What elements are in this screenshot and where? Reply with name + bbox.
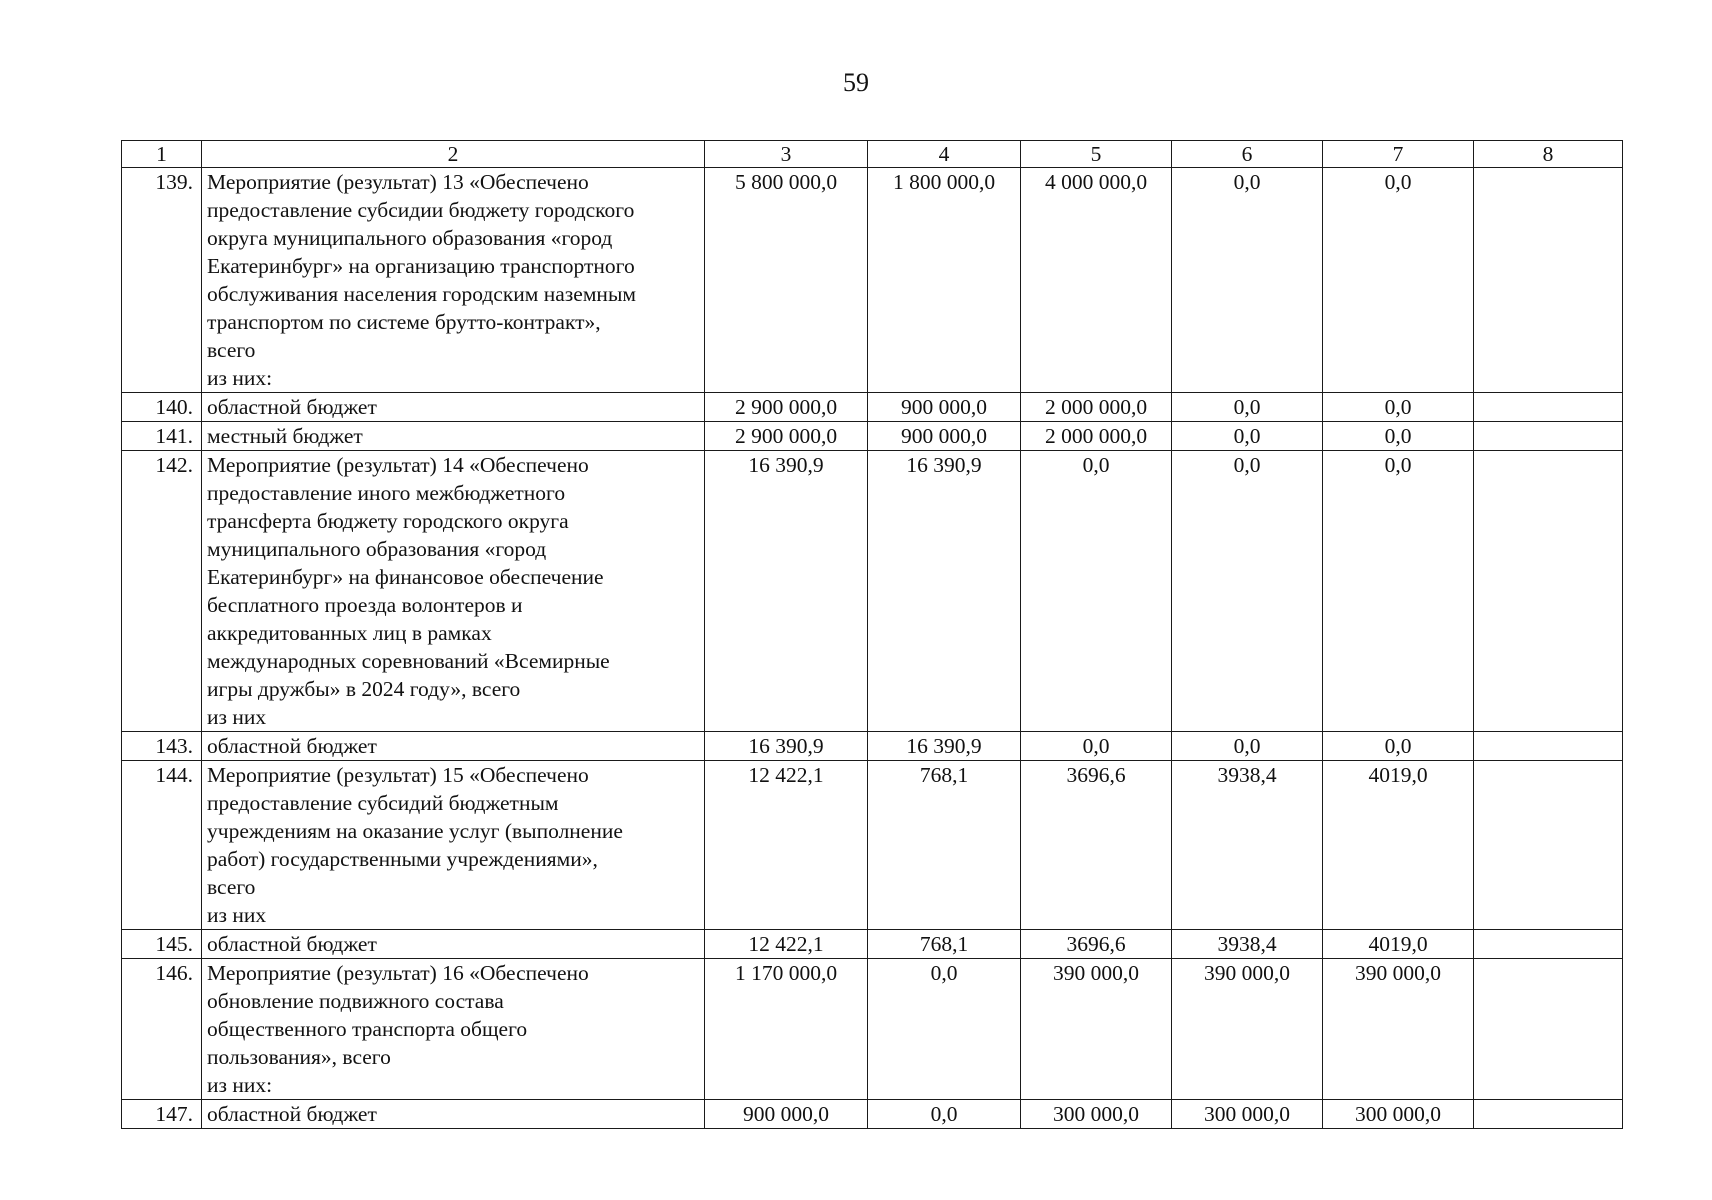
column-number-row	[122, 141, 1623, 168]
table-row	[122, 168, 1623, 393]
value-cell-col-3: 2 900 000,0	[705, 393, 868, 422]
row-description	[202, 1100, 705, 1129]
value-cell-col-3: 12 422,1	[705, 761, 868, 930]
value-cell-col-7: 300 000,0	[1323, 1100, 1474, 1129]
value-cell-col-8	[1474, 732, 1623, 761]
table-row	[122, 422, 1623, 451]
value-cell-col-7: 0,0	[1323, 168, 1474, 393]
description-line: игры дружбы» в 2024 году», всего	[207, 677, 521, 701]
value-cell-col-3: 5 800 000,0	[705, 168, 868, 393]
column-header: 6	[1172, 141, 1323, 168]
description-line: Мероприятие (результат) 13 «Обеспечено	[207, 170, 589, 194]
row-number: 143.	[122, 732, 202, 761]
value-cell-col-4: 16 390,9	[868, 451, 1021, 732]
column-header: 8	[1474, 141, 1623, 168]
row-number: 140.	[122, 393, 202, 422]
description-line: из них	[207, 903, 267, 927]
value-cell-col-3: 1 170 000,0	[705, 959, 868, 1100]
value-cell-col-8	[1474, 451, 1623, 732]
value-cell-col-3: 2 900 000,0	[705, 422, 868, 451]
value-cell-col-5: 3696,6	[1021, 930, 1172, 959]
column-header: 5	[1021, 141, 1172, 168]
description-line: областной бюджет	[207, 734, 377, 758]
value-cell-col-7: 0,0	[1323, 393, 1474, 422]
value-cell-col-3: 12 422,1	[705, 930, 868, 959]
table-row	[122, 959, 1623, 1100]
value-cell-col-4: 900 000,0	[868, 422, 1021, 451]
description-line: учреждениям на оказание услуг (выполнение	[207, 819, 623, 843]
table-row	[122, 451, 1623, 732]
description-line: предоставление иного межбюджетного	[207, 481, 566, 505]
table-row	[122, 761, 1623, 930]
page-number: 59	[843, 68, 869, 97]
column-header: 2	[202, 141, 705, 168]
value-cell-col-6: 3938,4	[1172, 761, 1323, 930]
value-cell-col-5: 2 000 000,0	[1021, 393, 1172, 422]
description-line: обслуживания населения городским наземным	[207, 282, 636, 306]
value-cell-col-4: 768,1	[868, 930, 1021, 959]
value-cell-col-7: 4019,0	[1323, 930, 1474, 959]
value-cell-col-6: 390 000,0	[1172, 959, 1323, 1100]
description-line: Мероприятие (результат) 16 «Обеспечено	[207, 961, 589, 985]
row-number: 146.	[122, 959, 202, 1100]
value-cell-col-7: 0,0	[1323, 732, 1474, 761]
description-line: аккредитованных лиц в рамках	[207, 621, 492, 645]
description-line: общественного транспорта общего	[207, 1017, 528, 1041]
description-line: международных соревнований «Всемирные	[207, 649, 610, 673]
description-line: областной бюджет	[207, 932, 377, 956]
description-line: Мероприятие (результат) 15 «Обеспечено	[207, 763, 589, 787]
column-header: 7	[1323, 141, 1474, 168]
value-cell-col-8	[1474, 393, 1623, 422]
value-cell-col-8	[1474, 168, 1623, 393]
value-cell-col-4: 1 800 000,0	[868, 168, 1021, 393]
value-cell-col-5: 0,0	[1021, 451, 1172, 732]
description-line: из них	[207, 705, 267, 729]
value-cell-col-8	[1474, 422, 1623, 451]
column-header: 3	[705, 141, 868, 168]
value-cell-col-3: 16 390,9	[705, 732, 868, 761]
description-line: предоставление субсидий бюджетным	[207, 791, 559, 815]
row-description	[202, 930, 705, 959]
value-cell-col-7: 390 000,0	[1323, 959, 1474, 1100]
table-row	[122, 393, 1623, 422]
value-cell-col-5: 2 000 000,0	[1021, 422, 1172, 451]
value-cell-col-5: 390 000,0	[1021, 959, 1172, 1100]
value-cell-col-3: 900 000,0	[705, 1100, 868, 1129]
value-cell-col-6: 3938,4	[1172, 930, 1323, 959]
row-description	[202, 451, 705, 732]
value-cell-col-8	[1474, 930, 1623, 959]
value-cell-col-7: 4019,0	[1323, 761, 1474, 930]
value-cell-col-3: 16 390,9	[705, 451, 868, 732]
value-cell-col-6: 0,0	[1172, 393, 1323, 422]
budget-table	[121, 140, 1623, 1129]
description-line: областной бюджет	[207, 395, 377, 419]
table-row	[122, 930, 1623, 959]
value-cell-col-4: 900 000,0	[868, 393, 1021, 422]
column-header: 1	[122, 141, 202, 168]
description-line: всего	[207, 338, 256, 362]
description-line: Мероприятие (результат) 14 «Обеспечено	[207, 453, 589, 477]
value-cell-col-7: 0,0	[1323, 422, 1474, 451]
value-cell-col-5: 4 000 000,0	[1021, 168, 1172, 393]
row-number: 139.	[122, 168, 202, 393]
description-line: из них:	[207, 366, 273, 390]
value-cell-col-5: 300 000,0	[1021, 1100, 1172, 1129]
row-description	[202, 422, 705, 451]
value-cell-col-6: 0,0	[1172, 422, 1323, 451]
description-line: обновление подвижного состава	[207, 989, 504, 1013]
value-cell-col-6: 0,0	[1172, 451, 1323, 732]
value-cell-col-8	[1474, 1100, 1623, 1129]
description-line: муниципального образования «город	[207, 537, 547, 561]
value-cell-col-4: 0,0	[868, 959, 1021, 1100]
row-description	[202, 168, 705, 393]
row-number: 141.	[122, 422, 202, 451]
row-number: 147.	[122, 1100, 202, 1129]
description-line: из них:	[207, 1073, 273, 1097]
description-line: транспортом по системе брутто-контракт»,	[207, 310, 601, 334]
row-number: 145.	[122, 930, 202, 959]
table-row	[122, 1100, 1623, 1129]
value-cell-col-4: 768,1	[868, 761, 1021, 930]
description-line: округа муниципального образования «город	[207, 226, 613, 250]
value-cell-col-5: 3696,6	[1021, 761, 1172, 930]
row-number: 142.	[122, 451, 202, 732]
description-line: предоставление субсидии бюджету городского	[207, 198, 635, 222]
description-line: пользования», всего	[207, 1045, 391, 1069]
description-line: бесплатного проезда волонтеров и	[207, 593, 523, 617]
row-description	[202, 393, 705, 422]
description-line: областной бюджет	[207, 1102, 377, 1126]
value-cell-col-6: 300 000,0	[1172, 1100, 1323, 1129]
description-line: Екатеринбург» на финансовое обеспечение	[207, 565, 604, 589]
description-line: местный бюджет	[207, 424, 363, 448]
row-description	[202, 761, 705, 930]
column-header: 4	[868, 141, 1021, 168]
value-cell-col-5: 0,0	[1021, 732, 1172, 761]
value-cell-col-6: 0,0	[1172, 168, 1323, 393]
description-line: трансферта бюджету городского округа	[207, 509, 569, 533]
value-cell-col-8	[1474, 959, 1623, 1100]
value-cell-col-4: 0,0	[868, 1100, 1021, 1129]
description-line: Екатеринбург» на организацию транспортного	[207, 254, 635, 278]
description-line: всего	[207, 875, 256, 899]
row-description	[202, 959, 705, 1100]
row-number: 144.	[122, 761, 202, 930]
row-description	[202, 732, 705, 761]
value-cell-col-6: 0,0	[1172, 732, 1323, 761]
value-cell-col-4: 16 390,9	[868, 732, 1021, 761]
description-line: работ) государственными учреждениями»,	[207, 847, 598, 871]
table-row	[122, 732, 1623, 761]
value-cell-col-8	[1474, 761, 1623, 930]
value-cell-col-7: 0,0	[1323, 451, 1474, 732]
